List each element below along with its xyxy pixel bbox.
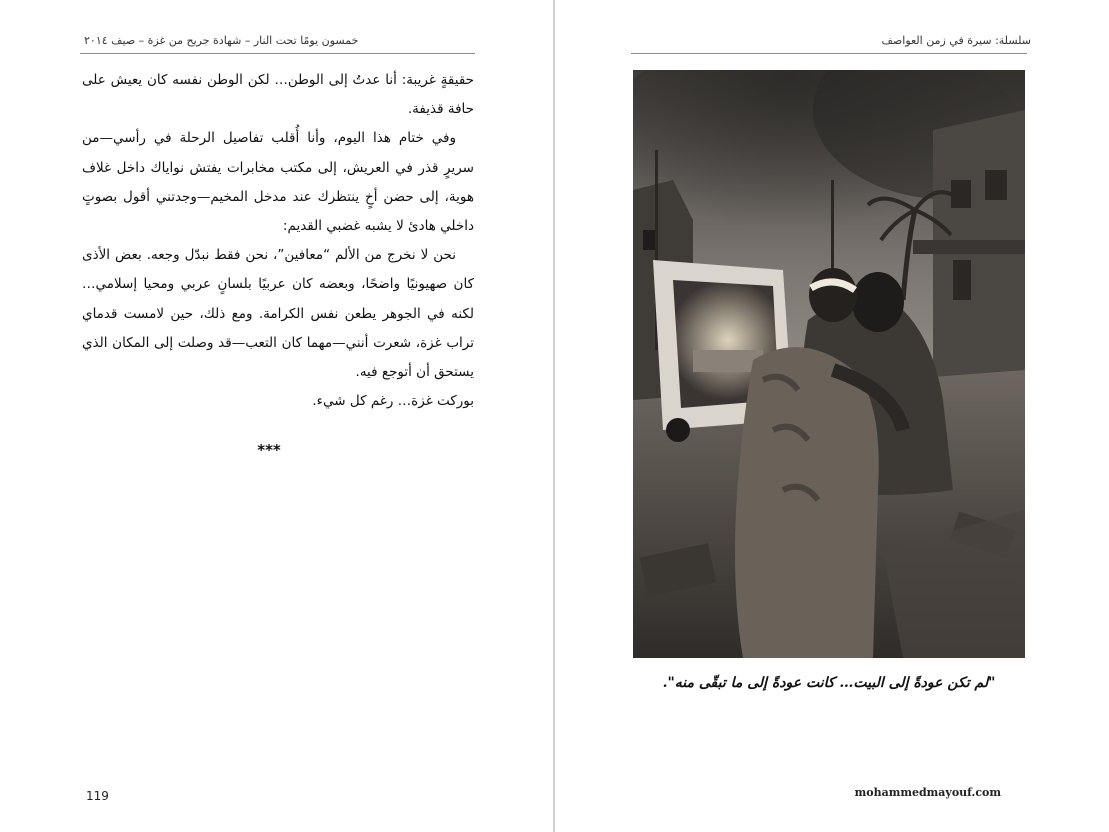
right-page <box>555 0 1109 832</box>
closing-line: بوركت غزة… رغم كل شيء. <box>312 393 474 410</box>
illustration-drawing <box>633 70 1025 658</box>
left-body-text <box>82 66 474 416</box>
left-header-rule <box>80 53 475 54</box>
right-header-rule <box>631 53 1027 54</box>
paragraph-3: نحن لا نخرج من الألم “معافين”، نحن فقط نبدّل وجعه. بعض الأذى كان صهيونيًا واضحًا، وبعضه كان عربيًا بلسانٍ عربي ومحيا إسلامي… لكنه في الجوهر يطعن نفس الكرامة. ومع ذلك، حين لامست قدماي تراب غزة، شعرت أنني—مهما كان التعب—قد وصلت إلى المكان الذي يستحق أن أتوجع فيه. <box>82 247 474 381</box>
page-number: 119 <box>86 789 109 803</box>
illustration-caption: "لم تكن عودةً إلى البيت… كانت عودةً إلى ما تبقّى منه". <box>662 675 996 691</box>
left-running-head: خمسون يومًا تحت النار – شهادة جريح من غزة – صيف ٢٠١٤ <box>84 34 359 47</box>
paragraph-1: حقيقةٍ غريبة: أنا عدتُ إلى الوطن… لكن الوطن نفسه كان يعيش على حافة قذيفة. <box>82 72 474 118</box>
section-separator: *** <box>257 441 281 459</box>
website-footer: mohammedmayouf.com <box>854 786 1001 799</box>
illustration-embrace <box>633 70 1025 658</box>
paragraph-2: وفي ختام هذا اليوم، وأنا أُقلب تفاصيل الرحلة في رأسي—من سريرٍ قذر في العريش، إلى مكتب مخابرات يفتش نواياك داخل غلاف هوية، إلى حضن أخٍ ينتظرك عند مدخل المخيم—وجدتني أقول بصوتٍ داخلي هادئ لا يشبه غضبي القديم: <box>82 130 474 235</box>
right-running-head: سلسلة: سيرة في زمن العواصف <box>881 34 1031 47</box>
left-page <box>0 0 553 832</box>
